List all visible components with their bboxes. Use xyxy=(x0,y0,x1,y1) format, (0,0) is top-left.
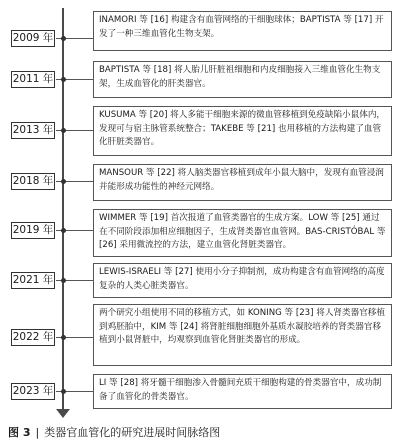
timeline-year-2018: 2018 年 xyxy=(11,173,55,190)
timeline-node xyxy=(61,179,66,184)
timeline-event-2013: KUSUMA 等 [20] 将人多能干细胞来源的微血管移植到免疫缺陷小鼠体内，发现可与宿主脉管系统整合；TAKEBE 等 [21] 也用移植的方法构建了血管化肝脏类器官。 xyxy=(93,106,392,156)
timeline-year-2011: 2011 年 xyxy=(11,71,55,88)
timeline-year-2023: 2023 年 xyxy=(11,383,55,400)
timeline-node xyxy=(61,278,66,283)
timeline-event-2009: INAMORI 等 [16] 构建含有血管网络的干细胞球体；BAPTISTA 等 [17] 开发了一种三维血管化生物支架。 xyxy=(93,11,392,51)
figure-title: 类器官血管化的研究进展时间脉络图 xyxy=(44,426,221,439)
caption-separator: | xyxy=(35,426,40,439)
timeline-node xyxy=(61,128,66,133)
timeline-event-2021: LEWIS-ISRAELI 等 [27] 使用小分子抑制剂，成功构建含有血管网络的高度复杂的人类心脏类器官。 xyxy=(93,263,392,298)
figure-caption xyxy=(8,426,220,440)
timeline-event-2011: BAPTISTA 等 [18] 将人胎儿肝脏祖细胞和内皮细胞接入三维血管化生物支架，生成血管化的肝类器官。 xyxy=(93,61,392,98)
timeline-year-2022: 2022 年 xyxy=(11,329,55,346)
timeline-node xyxy=(61,228,66,233)
timeline-arrow-icon xyxy=(56,409,70,418)
figure-label: 图 3 xyxy=(8,426,31,439)
timeline-node xyxy=(61,36,66,41)
timeline-event-2022: 两个研究小组使用不同的移植方式，如 KONING 等 [23] 将人肾类器官移植到鸡胚胎中，KIM 等 [24] 将肾脏细胞细胞外基质水凝胶培养的肾类器官移植到小鼠肾脏中，均观察到血管化肾脏类器官的形成。 xyxy=(93,304,392,366)
timeline-year-2021: 2021 年 xyxy=(11,272,55,289)
timeline-node xyxy=(61,389,66,394)
timeline-node xyxy=(61,335,66,340)
timeline-event-2023: LI 等 [28] 将牙髓干细胞渗入骨髓间充质干细胞构建的骨类器官中，成功制备了血管化的骨类器官。 xyxy=(93,374,392,409)
timeline-year-2009: 2009 年 xyxy=(11,30,55,47)
timeline-axis xyxy=(62,8,64,411)
timeline-event-2018: MANSOUR 等 [22] 将人脑类器官移植到成年小鼠大脑中，发现有血管浸润并能形成功能性的神经元网络。 xyxy=(93,164,392,201)
timeline-year-2013: 2013 年 xyxy=(11,122,55,139)
timeline-year-2019: 2019 年 xyxy=(11,222,55,239)
timeline-event-2019: WIMMER 等 [19] 首次报道了血管类器官的生成方案。LOW 等 [25] 通过在不同阶段添加相应细胞因子，生成肾类器官血管网。BAS-CRISTÓBAL 等 [26] 采用微流控的方法，建立血管化肾脏类器官。 xyxy=(93,209,392,257)
timeline-node xyxy=(61,77,66,82)
